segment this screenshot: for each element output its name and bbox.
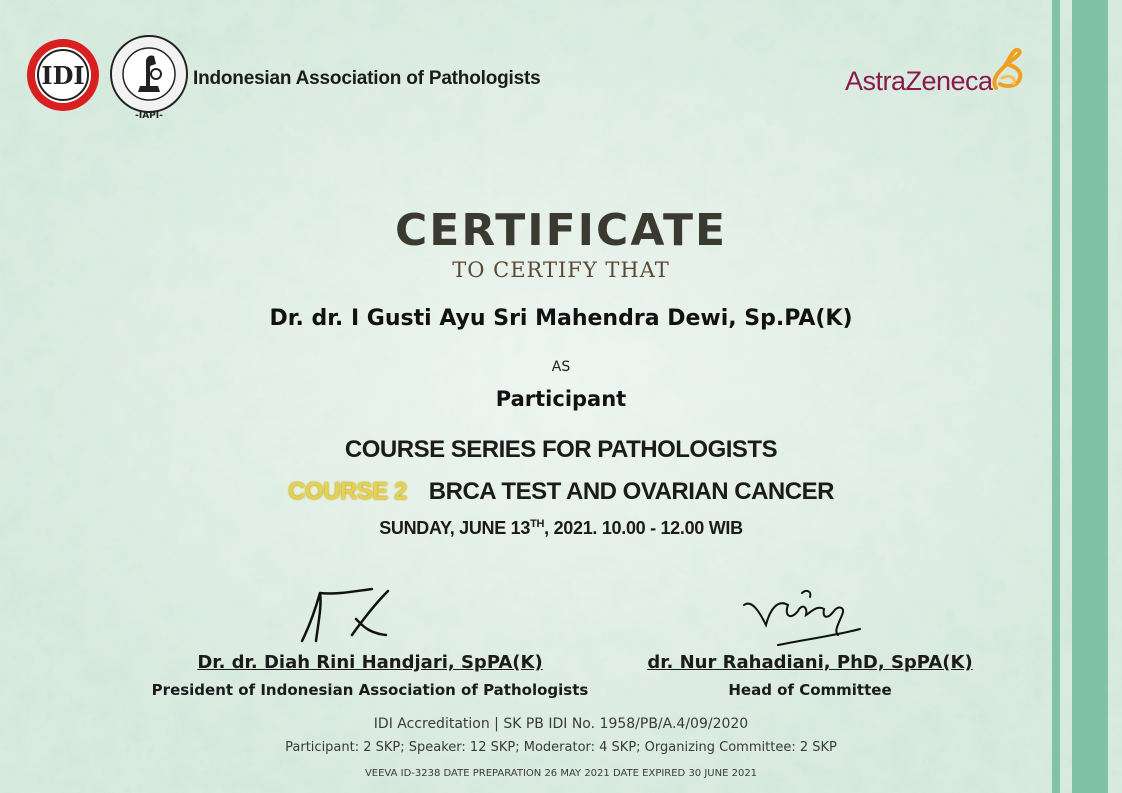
skp-credits-line: Participant: 2 SKP; Speaker: 12 SKP; Moderator: 4 SKP; Organizing Committee: 2 SKP	[285, 740, 837, 755]
committee-head-name: dr. Nur Rahadiani, PhD, SpPA(K)	[647, 652, 973, 673]
astrazeneca-swirl-icon	[988, 48, 1028, 94]
sponsor-name: AstraZeneca	[845, 66, 993, 96]
accreditation-line: IDI Accreditation | SK PB IDI No. 1958/PB/A.4/09/2020	[373, 716, 749, 732]
idi-logo	[24, 36, 102, 114]
event-date-prefix: SUNDAY, JUNE 13	[379, 518, 531, 538]
president-title: President of Indonesian Association of Pathologists	[151, 681, 589, 699]
event-date	[0, 518, 1122, 539]
course-title: BRCA TEST AND OVARIAN CANCER	[428, 478, 834, 505]
iapi-logo	[108, 30, 190, 120]
committee-head-title: Head of Committee	[728, 681, 892, 699]
organization-name: Indonesian Association of Pathologists	[193, 68, 541, 89]
recipient-name: Dr. dr. I Gusti Ayu Sri Mahendra Dewi, Sp.PA(K)	[269, 306, 853, 331]
certificate-subtitle: TO CERTIFY THAT	[452, 258, 670, 282]
president-name: Dr. dr. Diah Rini Handjari, SpPA(K)	[197, 652, 543, 673]
idi-logo-text: IDI	[41, 61, 85, 90]
course-number-label: COURSE 2	[288, 478, 407, 505]
course-series: COURSE SERIES FOR PATHOLOGISTS	[344, 436, 778, 463]
event-date-suffix: TH	[530, 518, 545, 530]
signature-committee-head	[738, 585, 868, 651]
course-heading	[0, 478, 1122, 506]
participant-role: Participant	[495, 387, 627, 411]
signature-president	[296, 585, 406, 647]
veeva-line: VEEVA ID-3238 DATE PREPARATION 26 MAY 2021 DATE EXPIRED 30 JUNE 2021	[364, 768, 758, 779]
as-label: AS	[551, 359, 571, 375]
event-date-rest: , 2021. 10.00 - 12.00 WIB	[544, 518, 743, 538]
svg-text:-IAPI-: -IAPI-	[135, 111, 163, 120]
certificate-title: CERTIFICATE	[394, 205, 728, 256]
